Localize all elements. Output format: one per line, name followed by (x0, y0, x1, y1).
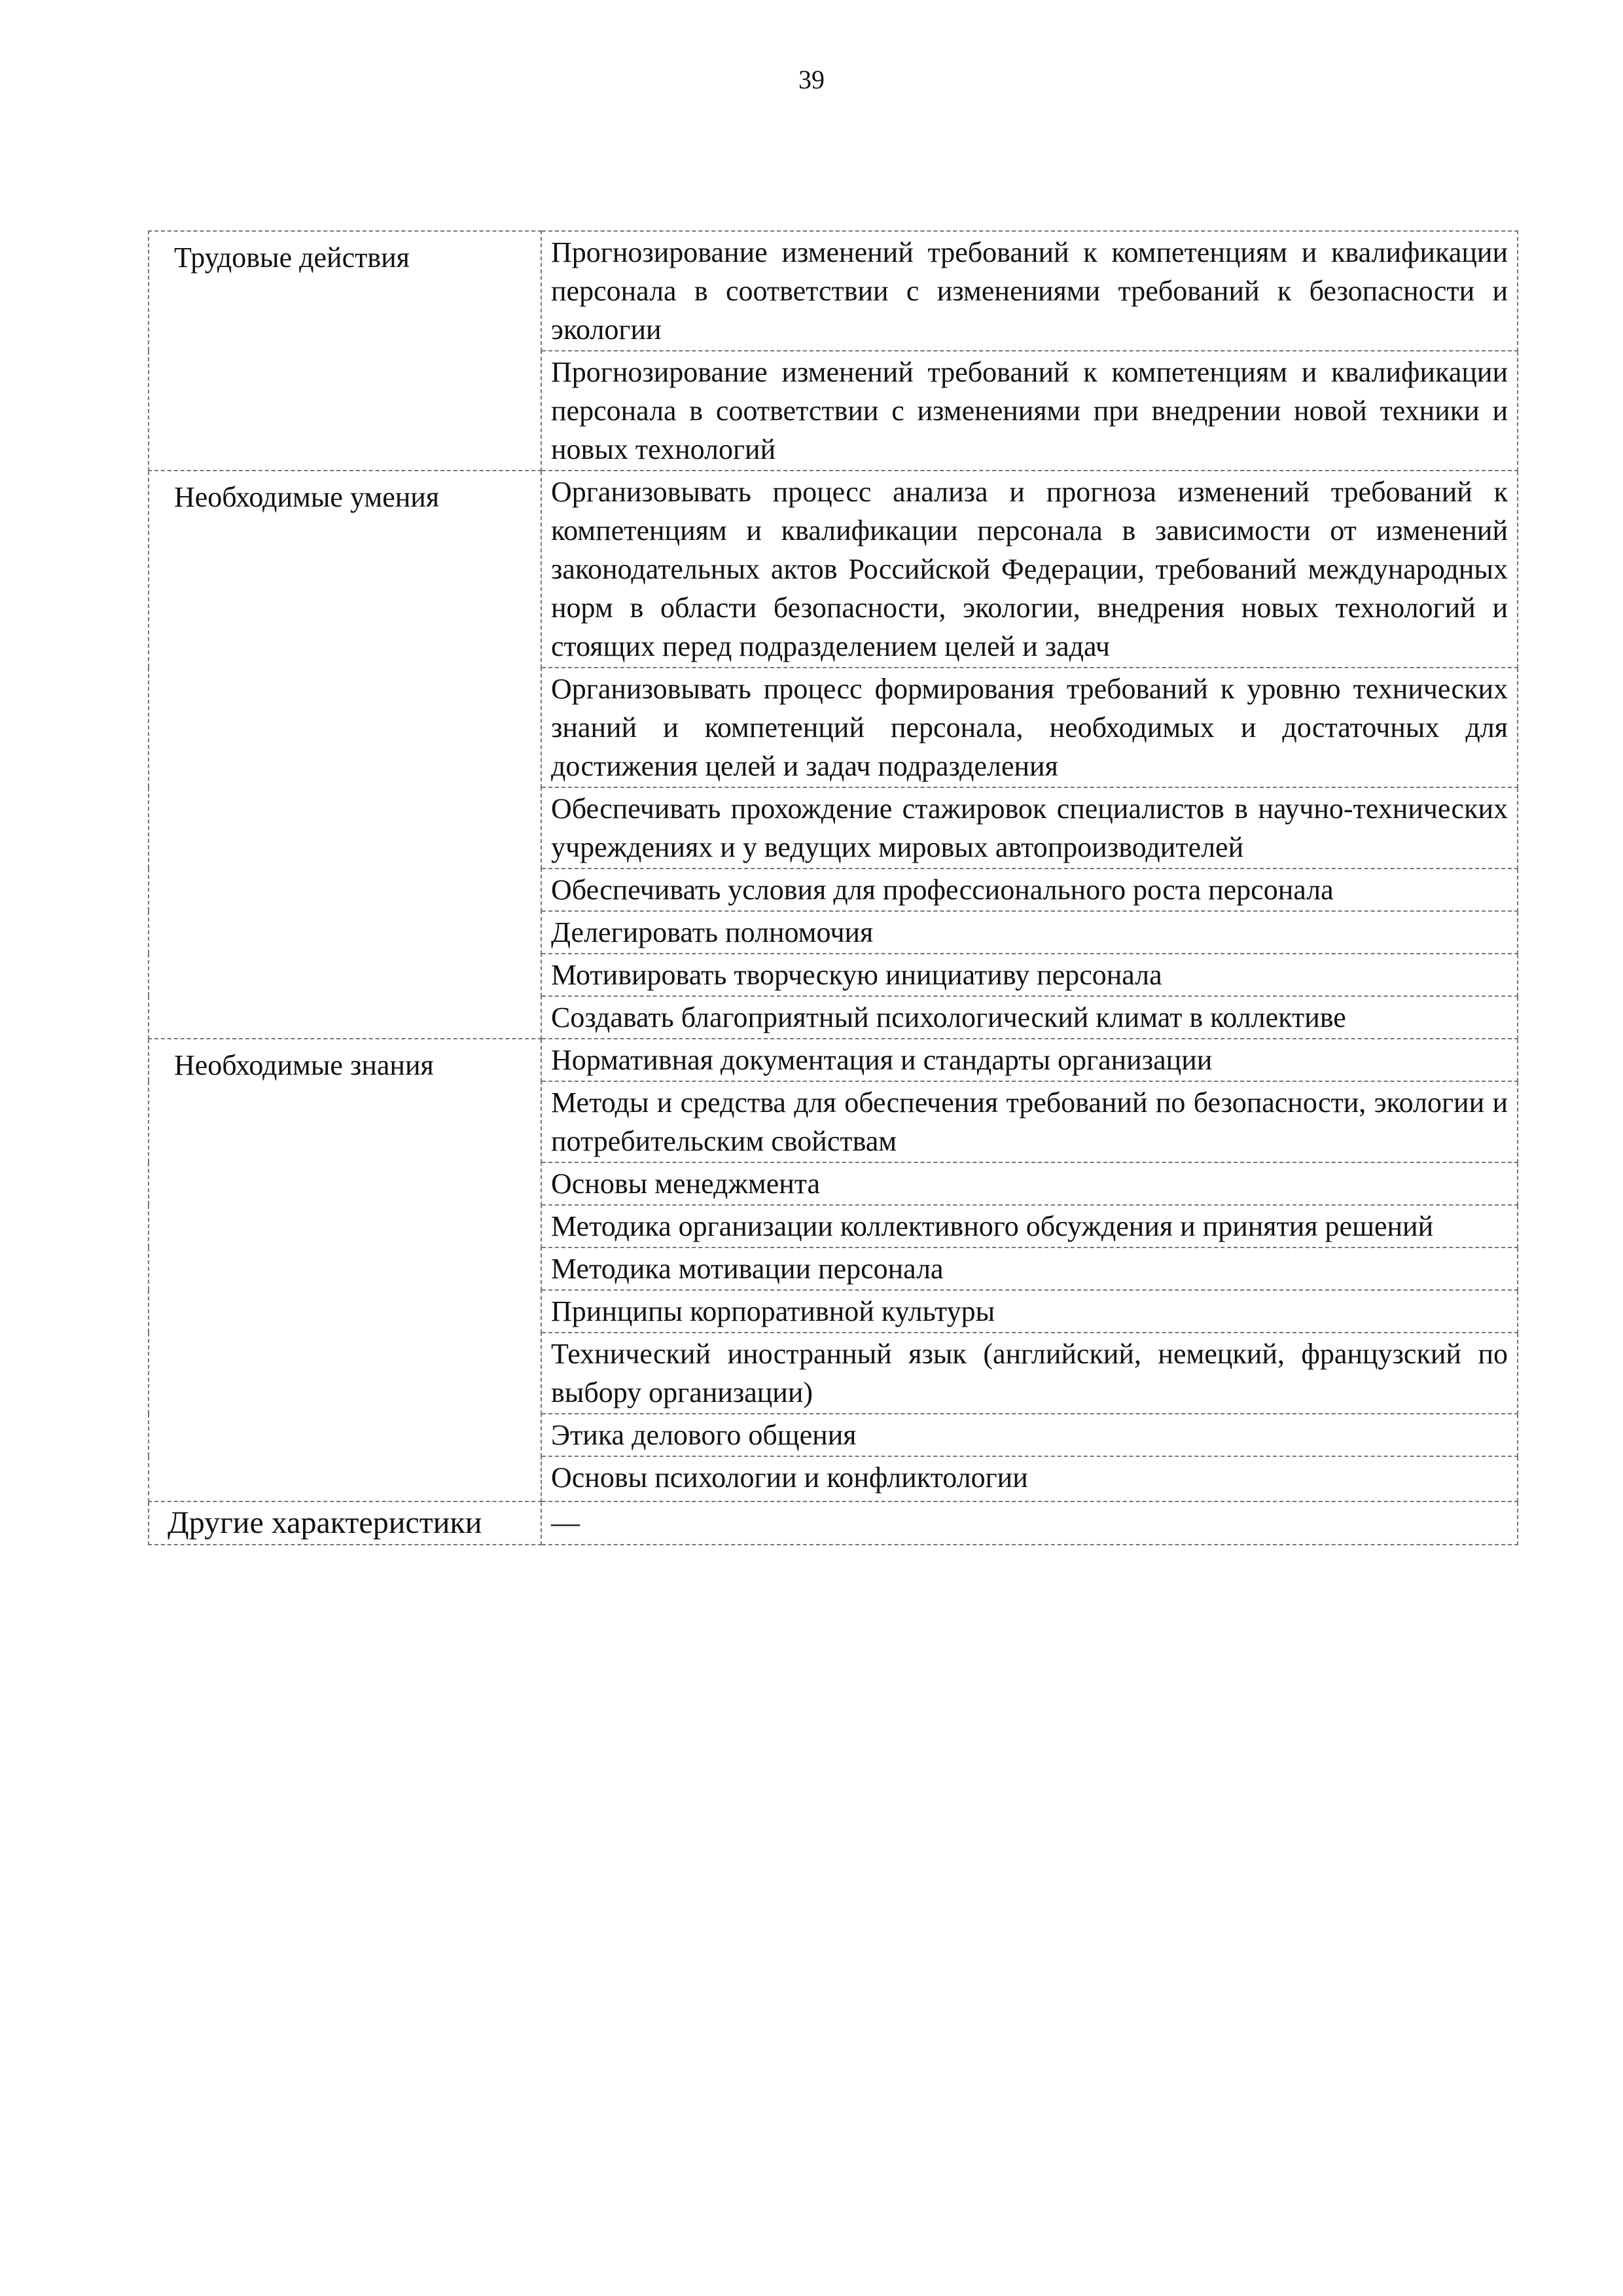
required-knowledge-label: Необходимые знания (149, 1039, 541, 1501)
table-row-labor-actions (149, 231, 1518, 351)
skill-item: Создавать благоприятный психологический климат в коллективе (541, 996, 1518, 1039)
knowledge-item: Методика организации коллективного обсуждения и принятия решений (541, 1205, 1518, 1247)
knowledge-item: Методы и средства для обеспечения требований по безопасности, экологии и потребительским свойствам (541, 1081, 1518, 1162)
skill-item: Мотивировать творческую инициативу персонала (541, 954, 1518, 996)
skill-item: Организовывать процесс анализа и прогноза изменений требований к компетенциям и квалификации персонала в зависимости от изменений законодательных актов Российской Федерации, требований международных норм в области безопасности, экологии, внедрения новых технологий и стоящих перед подразделением целей и задач (541, 471, 1518, 668)
labor-action-item: Прогнозирование изменений требований к компетенциям и квалификации персонала в соответствии с изменениями при внедрении новой техники и новых технологий (541, 351, 1518, 471)
table-row-required-skills (149, 471, 1518, 668)
knowledge-item: Методика мотивации персонала (541, 1247, 1518, 1290)
knowledge-item: Нормативная документация и стандарты организации (541, 1039, 1518, 1081)
labor-actions-label: Трудовые действия (149, 231, 541, 471)
labor-action-item: Прогнозирование изменений требований к компетенциям и квалификации персонала в соответствии с изменениями требований к безопасности и экологии (541, 231, 1518, 351)
other-characteristics-label: Другие характеристики (149, 1501, 541, 1545)
knowledge-item: Основы менеджмента (541, 1162, 1518, 1205)
skill-item: Обеспечивать прохождение стажировок специалистов в научно-технических учреждениях и у ведущих мировых автопроизводителей (541, 787, 1518, 869)
knowledge-item: Этика делового общения (541, 1414, 1518, 1456)
skill-item: Организовывать процесс формирования требований к уровню технических знаний и компетенций персонала, необходимых и достаточных для достижения целей и задач подразделения (541, 668, 1518, 787)
required-skills-label: Необходимые умения (149, 471, 541, 1039)
knowledge-item: Технический иностранный язык (английский, немецкий, французский по выбору организации) (541, 1333, 1518, 1414)
table-row-other-characteristics (149, 1501, 1518, 1545)
page-number: 39 (798, 65, 825, 94)
qualification-table (148, 230, 1518, 1545)
other-characteristics-value: — (541, 1501, 1518, 1545)
knowledge-item: Основы психологии и конфликтологии (541, 1456, 1518, 1501)
table-row-required-knowledge (149, 1039, 1518, 1081)
knowledge-item: Принципы корпоративной культуры (541, 1290, 1518, 1333)
skill-item: Делегировать полномочия (541, 911, 1518, 954)
skill-item: Обеспечивать условия для профессионального роста персонала (541, 869, 1518, 911)
